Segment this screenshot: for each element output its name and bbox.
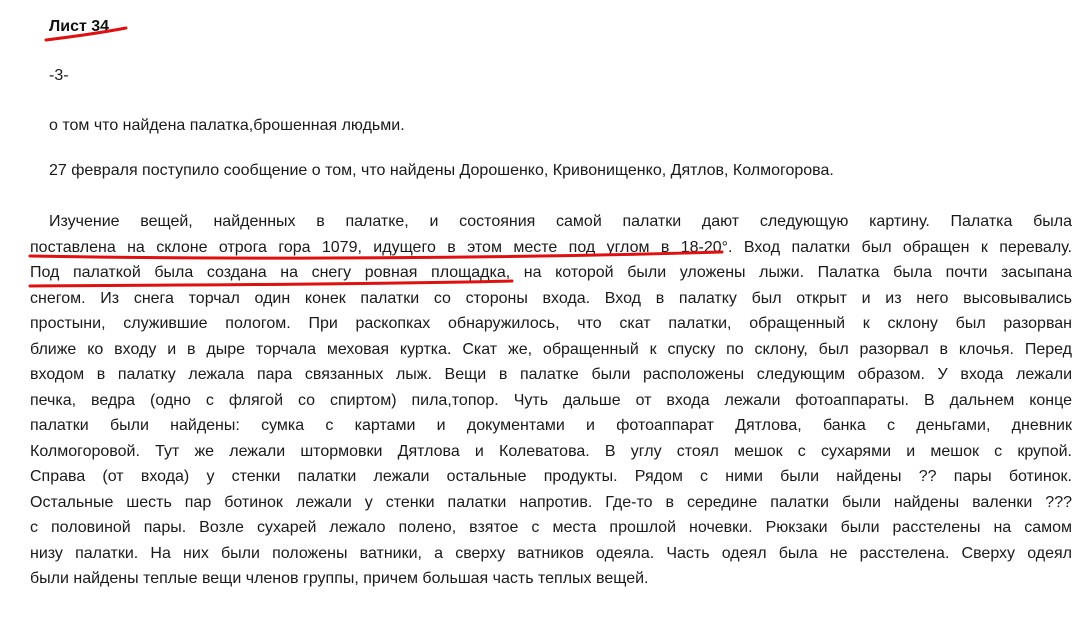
body-line: снегом. Из снега торчал один конек палатки со стороны входа. Вход в палатку был открыт и из него высовывались bbox=[30, 289, 1072, 307]
body-line: поставлена на склоне отрога гора 1079, идущего в этом месте под углом в 18-20°. Вход палатки был обращен к перевалу. bbox=[30, 238, 1072, 256]
body-line: с половиной пары. Возле сухарей лежало полено, взятое с места прошлой ночевки. Рюкзаки были расстелены на самом bbox=[30, 519, 1072, 536]
body-line: палатки были найдены: сумка с картами и документами и фотоаппарат Дятлова, банка с деньгами, дневник bbox=[30, 417, 1072, 434]
body-line: Под палаткой была создана на снегу ровная площадка, на которой были уложены лыжи. Палатка была почти засыпана bbox=[30, 264, 1072, 281]
body-line: печка, ведра (одно с флягой со спиртом) пила,топор. Чуть дальше от входа лежали фотоаппараты. В дальнем конце bbox=[30, 391, 1072, 409]
body-line: входом в палатку лежала пара связанных лыж. Вещи в палатке были расположены следующим образом. У входа лежали bbox=[30, 366, 1072, 383]
body-line: были найдены теплые вещи членов группы, причем большая часть теплых вещей. bbox=[30, 570, 649, 587]
page-number: -3- bbox=[49, 67, 69, 84]
body-line: простыни, служившие пологом. При раскопках обнаружилось, что скат палатки, обращенный к склону был разорван bbox=[30, 315, 1072, 332]
body-line: Колмогоровой. Тут же лежали штормовки Дятлова и Колеватова. В углу стоял мешок с сухарями и мешок с крупой. bbox=[30, 442, 1072, 460]
paragraph-tent-found: о том что найдена палатка,брошенная людьми. bbox=[49, 117, 405, 134]
sheet-label: Лист 34 bbox=[49, 18, 110, 35]
body-line: низу палатки. На них были положены ватники, а сверху ватников одеяла. Часть одеял была не расстелена. Сверху одеял bbox=[30, 544, 1072, 562]
body-line: Остальные шесть пар ботинок лежали у стенки палатки напротив. Где-то в середине палатки были найдены валенки ??? bbox=[30, 493, 1072, 511]
body-line: Изучение вещей, найденных в палатке, и состояния самой палатки дают следующую картину. Палатка была bbox=[49, 213, 1072, 230]
paragraph-february-report: 27 февраля поступило сообщение о том, что найдены Дорошенко, Кривонищенко, Дятлов, Колмогорова. bbox=[49, 162, 834, 179]
body-line: ближе ко входу и в дыре торчала меховая куртка. Скат же, обращенный к спуску по склону, был разорвал в клочья. Перед bbox=[30, 340, 1072, 358]
body-paragraph bbox=[30, 209, 1072, 592]
body-line: Справа (от входа) у стенки палатки лежали остальные продукты. Рядом с ними были найдены ?? пары ботинок. bbox=[30, 468, 1072, 485]
